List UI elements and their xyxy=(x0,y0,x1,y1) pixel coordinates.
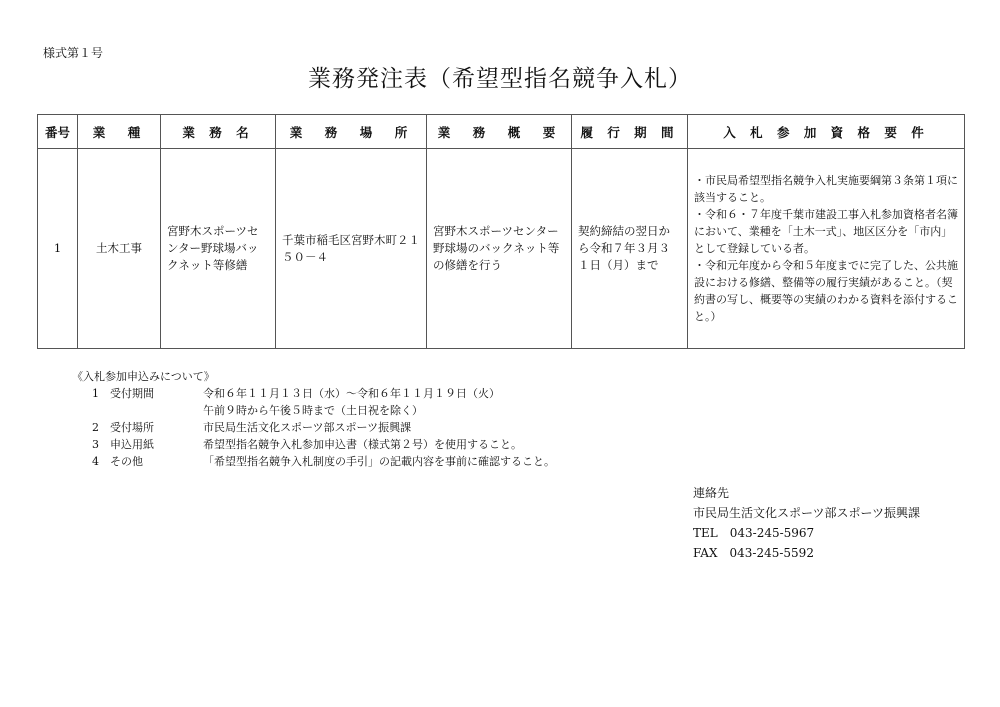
col-period-header: 履 行 期 間 xyxy=(572,115,688,149)
row-work-name: 宮野木スポーツセンター野球場バックネット等修繕 xyxy=(161,149,276,349)
note-label: 申込用紙 xyxy=(110,438,154,451)
notes-heading: 《入札参加申込みについて》 xyxy=(72,370,215,383)
order-table xyxy=(37,114,965,349)
col-industry-header: 業 種 xyxy=(78,115,161,149)
col-location-header: 業 務 場 所 xyxy=(276,115,427,149)
contact-department: 市民局生活文化スポーツ部スポーツ振興課 xyxy=(693,506,921,520)
col-number-header: 番号 xyxy=(38,115,78,149)
note-value: 令和６年１１月１３日（水）～令和６年１１月１９日（火） xyxy=(203,387,500,400)
row-period: 契約締結の翌日から令和７年３月３１日（月）まで xyxy=(572,149,688,349)
col-requirements-header: 入 札 参 加 資 格 要 件 xyxy=(688,115,965,149)
contact-fax: FAX 043-245-5592 xyxy=(693,546,814,560)
row-location: 千葉市稲毛区宮野木町２１５０－４ xyxy=(276,149,427,349)
row-industry: 土木工事 xyxy=(78,149,161,349)
note-number: 2 xyxy=(92,421,99,434)
note-label: 受付場所 xyxy=(110,421,154,434)
row-summary: 宮野木スポーツセンター野球場のバックネット等の修繕を行う xyxy=(427,149,572,349)
note-value: 「希望型指名競争入札制度の手引」の記載内容を事前に確認すること。 xyxy=(203,455,555,468)
note-label: その他 xyxy=(110,455,143,468)
requirement-item: ・令和元年度から令和５年度までに完了した、公共施設における修繕、整備等の履行実績があること。（契約書の写し、概要等の実績のわかる資料を添付すること。） xyxy=(694,259,958,323)
requirement-item: ・市民局希望型指名競争入札実施要綱第３条第１項に該当すること。 xyxy=(694,174,958,204)
contact-heading: 連絡先 xyxy=(693,486,730,500)
row-requirements xyxy=(688,149,965,349)
contact-tel: TEL 043-245-5967 xyxy=(693,526,815,540)
note-number: 3 xyxy=(92,438,99,451)
note-value: 午前９時から午後５時まで（土日祝を除く） xyxy=(203,404,423,417)
application-notes xyxy=(72,368,672,468)
form-number: 様式第１号 xyxy=(43,46,104,60)
page-title: 業務発注表（希望型指名競争入札） xyxy=(308,66,692,92)
note-value: 市民局生活文化スポーツ部スポーツ振興課 xyxy=(203,421,412,434)
col-summary-header: 業 務 概 要 xyxy=(427,115,572,149)
row-number: 1 xyxy=(38,149,78,349)
contact-block xyxy=(693,483,920,563)
requirement-item: ・令和６・７年度千葉市建設工事入札参加資格者名簿において、業種を「土木一式」、地区区分を「市内」として登録している者。 xyxy=(694,208,958,255)
note-value: 希望型指名競争入札参加申込書（様式第２号）を使用すること。 xyxy=(203,438,522,451)
note-number: 1 xyxy=(92,387,99,400)
note-number: 4 xyxy=(92,455,99,468)
table-row xyxy=(38,149,965,349)
col-work-name-header: 業 務 名 xyxy=(161,115,276,149)
note-label: 受付期間 xyxy=(110,387,154,400)
table-header-row xyxy=(38,115,965,149)
